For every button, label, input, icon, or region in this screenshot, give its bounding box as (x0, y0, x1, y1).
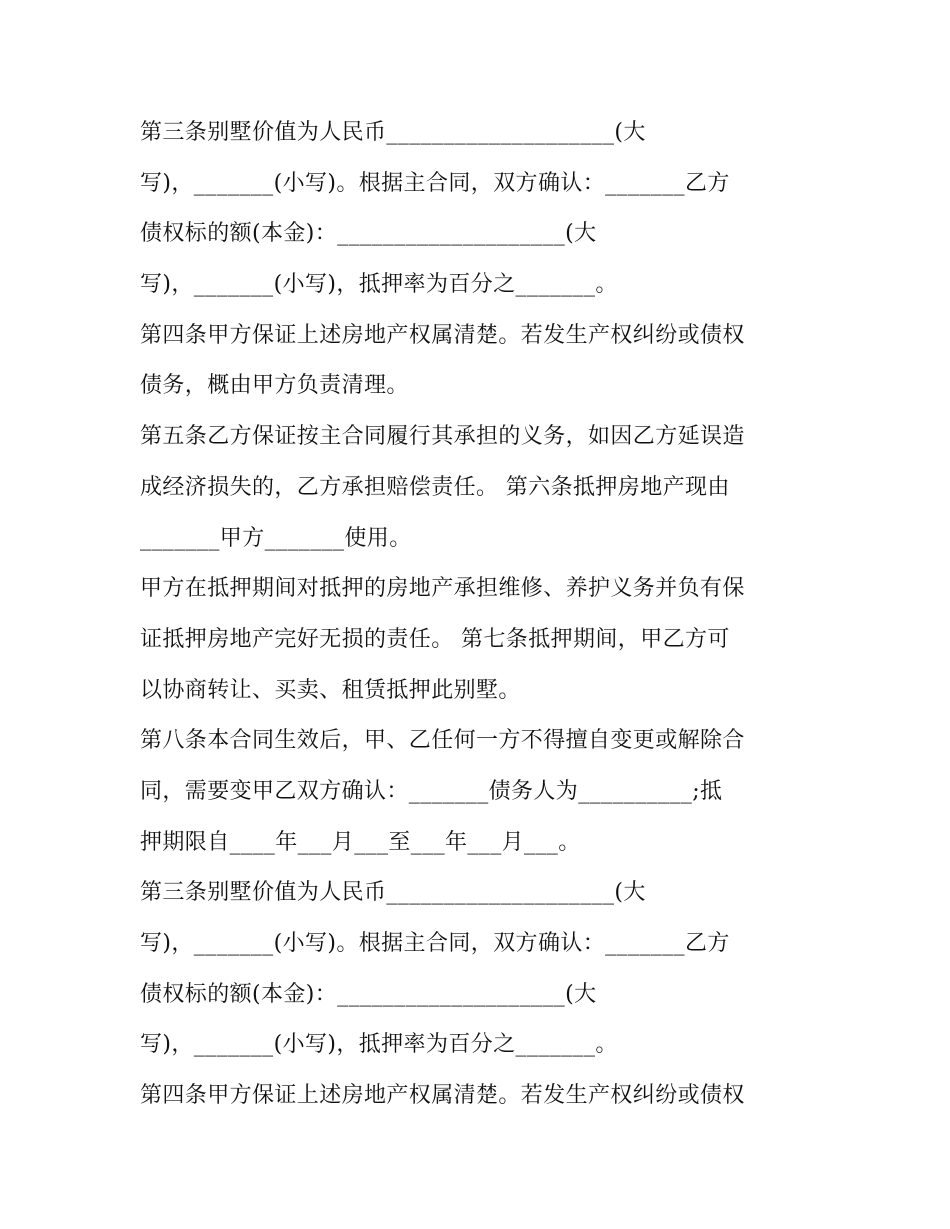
text-line: 债务，概由甲方负责清理。 (140, 373, 409, 399)
text-line: 证抵押房地产完好无损的责任。 第七条抵押期间，甲乙方可 (140, 626, 730, 652)
document-body (140, 108, 830, 1122)
text-line: 写)，_______(小写)，抵押率为百分之_______。 (140, 272, 618, 298)
text-line: 甲方在抵押期间对抵押的房地产承担维修、养护义务并负有保 (140, 576, 745, 602)
text-line: 债权标的额(本金)：____________________(大 (140, 981, 597, 1007)
text-line: 第八条本合同生效后，甲、乙任何一方不得擅自变更或解除合 (140, 728, 745, 754)
text-line: 债权标的额(本金)：____________________(大 (140, 221, 597, 247)
text-line: 第五条乙方保证按主合同履行其承担的义务，如因乙方延误造 (140, 424, 745, 450)
text-line: 押期限自____年___月___至___年___月___。 (140, 829, 581, 855)
text-line: 以协商转让、买卖、租赁抵押此别墅。 (140, 677, 521, 703)
text-line: 成经济损失的，乙方承担赔偿责任。 第六条抵押房地产现由 (140, 474, 730, 500)
text-line: _______甲方_______使用。 (140, 525, 412, 551)
text-line: 写)，_______(小写)。根据主合同，双方确认：_______乙方 (140, 170, 730, 196)
text-line: 第三条别墅价值为人民币____________________(大 (140, 880, 646, 906)
text-line: 写)，_______(小写)，抵押率为百分之_______。 (140, 1032, 618, 1058)
text-line: 第三条别墅价值为人民币____________________(大 (140, 120, 646, 145)
text-line: 写)，_______(小写)。根据主合同，双方确认：_______乙方 (140, 931, 730, 956)
text-line: 第四条甲方保证上述房地产权属清楚。若发生产权纠纷或债权 (140, 1083, 745, 1109)
text-line: 第四条甲方保证上述房地产权属清楚。若发生产权纠纷或债权 (140, 322, 745, 348)
text-line: 同，需要变甲乙双方确认：_______债务人为__________;抵 (140, 778, 723, 804)
